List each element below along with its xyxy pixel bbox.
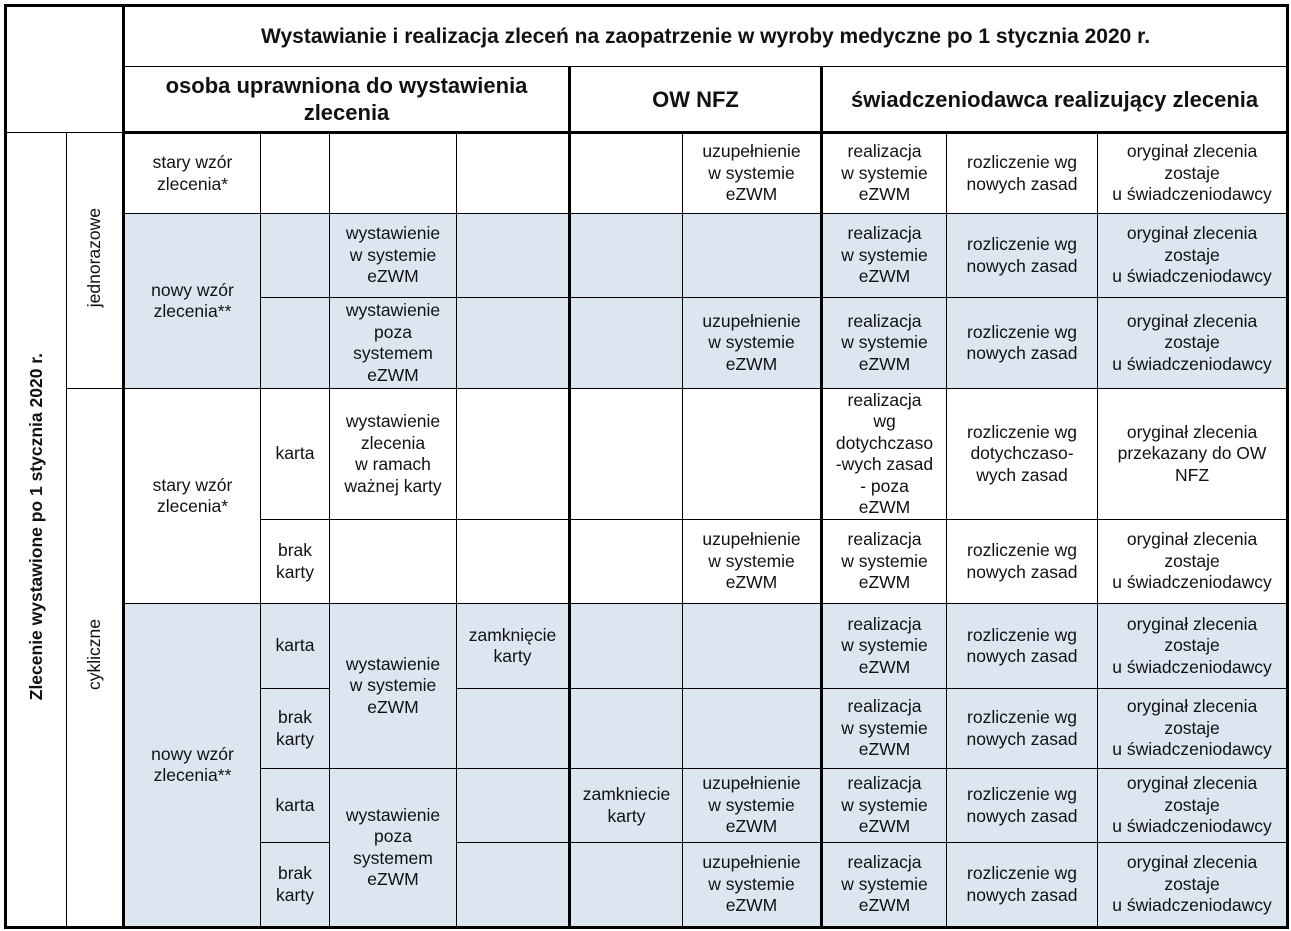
settlement-cell: rozliczenie wg nowych zasad (947, 298, 1098, 389)
settlement-cell: rozliczenie wg dotychczaso- wych zasad (947, 389, 1098, 520)
empty-cell (261, 133, 330, 214)
category-jednorazowe: jednorazowe (67, 133, 124, 389)
original-cell: oryginał zlecenia zostaje u świadczeniodawcy (1098, 133, 1288, 214)
realization-cell: realizacja w systemie eZWM (822, 520, 947, 604)
empty-cell (570, 689, 683, 769)
corner-cell (6, 6, 124, 133)
original-cell: oryginał zlecenia zostaje u świadczeniodawcy (1098, 298, 1288, 389)
empty-cell (683, 604, 822, 689)
issue-action-cell: wystawienie poza systemem eZWM (330, 298, 457, 389)
empty-cell (683, 689, 822, 769)
ow-action-cell: uzupełnienie w systemie eZWM (683, 769, 822, 843)
empty-cell (457, 769, 570, 843)
empty-cell (261, 298, 330, 389)
original-cell: oryginał zlecenia zostaje u świadczeniodawcy (1098, 604, 1288, 689)
orders-table (4, 4, 1289, 929)
empty-cell (570, 133, 683, 214)
empty-cell (570, 214, 683, 298)
empty-cell (570, 389, 683, 520)
empty-cell (457, 133, 570, 214)
empty-cell (570, 298, 683, 389)
category-cykliczne: cykliczne (67, 389, 124, 928)
settlement-cell: rozliczenie wg nowych zasad (947, 689, 1098, 769)
settlement-cell: rozliczenie wg nowych zasad (947, 769, 1098, 843)
group-header-ow-nfz: OW NFZ (570, 67, 822, 133)
empty-cell (261, 214, 330, 298)
empty-cell (457, 843, 570, 928)
original-cell: oryginał zlecenia zostaje u świadczeniodawcy (1098, 214, 1288, 298)
original-cell: oryginał zlecenia zostaje u świadczeniodawcy (1098, 520, 1288, 604)
settlement-cell: rozliczenie wg nowych zasad (947, 520, 1098, 604)
empty-cell (457, 520, 570, 604)
settlement-cell: rozliczenie wg nowych zasad (947, 604, 1098, 689)
empty-cell (457, 298, 570, 389)
ow-card-action-cell: zamkniecie karty (570, 769, 683, 843)
card-action-cell: zamknięcie karty (457, 604, 570, 689)
realization-cell: realizacja w systemie eZWM (822, 214, 947, 298)
card-status-cell: brak karty (261, 520, 330, 604)
settlement-cell: rozliczenie wg nowych zasad (947, 133, 1098, 214)
original-cell: oryginał zlecenia zostaje u świadczeniodawcy (1098, 689, 1288, 769)
card-status-cell: brak karty (261, 689, 330, 769)
issue-action-cell: wystawienie poza systemem eZWM (330, 769, 457, 928)
card-status-cell: karta (261, 389, 330, 520)
issue-action-cell: wystawienie w systemie eZWM (330, 214, 457, 298)
table-title: Wystawianie i realizacja zleceń na zaopatrzenie w wyroby medyczne po 1 stycznia 2020 r. (124, 6, 1288, 67)
card-status-cell: brak karty (261, 843, 330, 928)
empty-cell (683, 389, 822, 520)
card-status-cell: karta (261, 604, 330, 689)
empty-cell (457, 689, 570, 769)
group-header-issuer: osoba uprawniona do wystawienia zlecenia (124, 67, 570, 133)
realization-cell: realizacja wg dotychczaso -wych zasad - poza eZWM (822, 389, 947, 520)
order-type-cell: nowy wzór zlecenia** (124, 604, 261, 928)
order-type-cell: stary wzór zlecenia* (124, 389, 261, 604)
realization-cell: realizacja w systemie eZWM (822, 769, 947, 843)
realization-cell: realizacja w systemie eZWM (822, 604, 947, 689)
empty-cell (330, 520, 457, 604)
empty-cell (330, 133, 457, 214)
realization-cell: realizacja w systemie eZWM (822, 298, 947, 389)
settlement-cell: rozliczenie wg nowych zasad (947, 214, 1098, 298)
original-cell: oryginał zlecenia zostaje u świadczeniodawcy (1098, 843, 1288, 928)
empty-cell (570, 843, 683, 928)
side-label: Zlecenie wystawione po 1 stycznia 2020 r. (6, 133, 67, 928)
ow-action-cell: uzupełnienie w systemie eZWM (683, 843, 822, 928)
empty-cell (570, 520, 683, 604)
issue-action-cell: wystawienie zlecenia w ramach ważnej karty (330, 389, 457, 520)
empty-cell (570, 604, 683, 689)
ow-action-cell: uzupełnienie w systemie eZWM (683, 520, 822, 604)
empty-cell (457, 214, 570, 298)
realization-cell: realizacja w systemie eZWM (822, 133, 947, 214)
group-header-provider: świadczeniodawca realizujący zlecenia (822, 67, 1288, 133)
realization-cell: realizacja w systemie eZWM (822, 689, 947, 769)
empty-cell (457, 389, 570, 520)
original-cell: oryginał zlecenia przekazany do OW NFZ (1098, 389, 1288, 520)
original-cell: oryginał zlecenia zostaje u świadczeniodawcy (1098, 769, 1288, 843)
order-type-cell: nowy wzór zlecenia** (124, 214, 261, 389)
card-status-cell: karta (261, 769, 330, 843)
order-type-cell: stary wzór zlecenia* (124, 133, 261, 214)
issue-action-cell: wystawienie w systemie eZWM (330, 604, 457, 769)
settlement-cell: rozliczenie wg nowych zasad (947, 843, 1098, 928)
ow-action-cell: uzupełnienie w systemie eZWM (683, 133, 822, 214)
empty-cell (683, 214, 822, 298)
realization-cell: realizacja w systemie eZWM (822, 843, 947, 928)
ow-action-cell: uzupełnienie w systemie eZWM (683, 298, 822, 389)
